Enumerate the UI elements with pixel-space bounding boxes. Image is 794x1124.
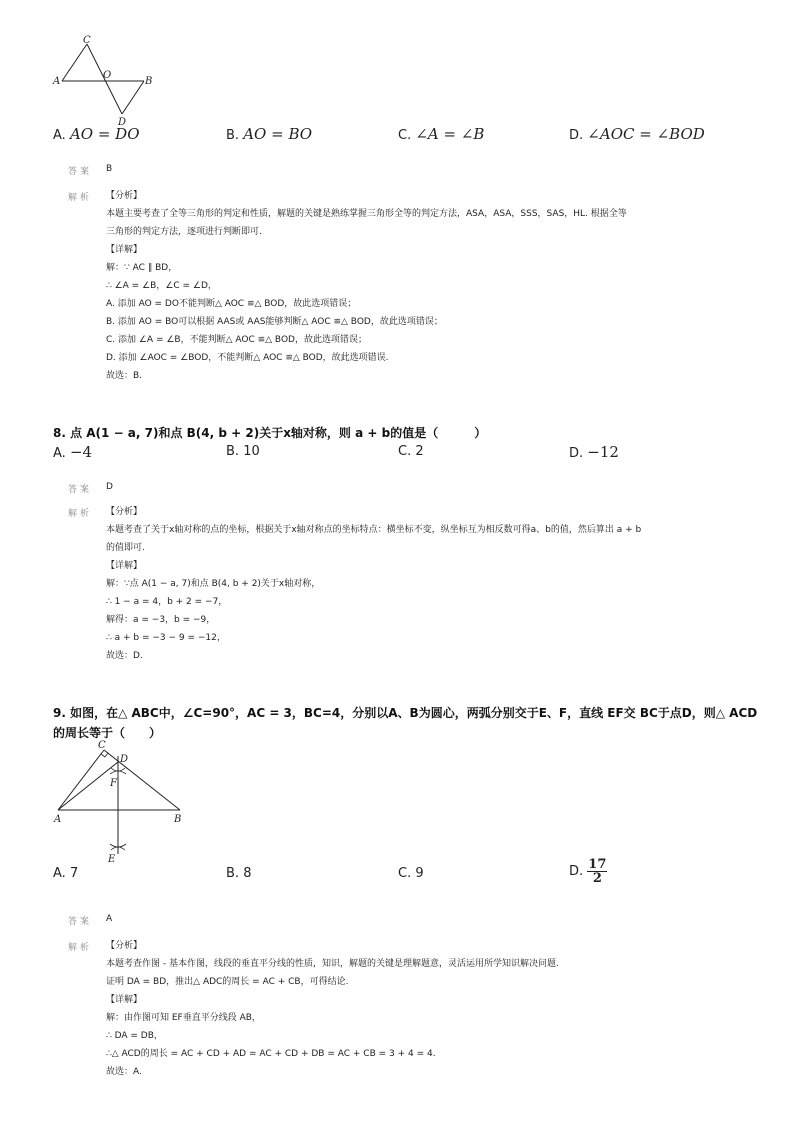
q9-answer-label: 答案: [68, 917, 93, 927]
q7-analysis-line: 解：∵ AC ∥ BD，: [106, 263, 178, 273]
q9-option-c: C. 9: [398, 866, 424, 881]
segment-ac: [58, 750, 104, 810]
q9-option-a: A. 7: [53, 866, 79, 881]
q8-option-d: D. −12: [569, 443, 619, 461]
segment-ac: [62, 44, 87, 81]
q7-option-b: B. AO = BO: [226, 125, 313, 143]
q7-analysis-line: 【分析】: [106, 191, 143, 201]
q8-answer-label: 答案: [68, 485, 93, 495]
fraction-denominator: 2: [592, 871, 602, 886]
right-angle-mark: [101, 753, 108, 757]
q9-option-b: B. 8: [226, 866, 252, 881]
point-label-f: F: [110, 778, 117, 789]
q7-analysis-line: 故选：B.: [106, 371, 143, 381]
q7-analysis-line: B. 添加 AO = BO可以根据 AAS或 AAS能够判断△ AOC ≌△ BOD，故此选项错误；: [106, 317, 443, 327]
point-label-d: D: [120, 754, 129, 765]
segment-bd: [122, 81, 144, 114]
q9-figure: [48, 738, 188, 866]
q9-stem-line1: 9. 如图，在△ ABC中，∠C=90°，AC = 3，BC=4，分别以A、B为圆心，两弧分别交于E、F，直线 EF交 BC于点D，则△ ACD: [53, 706, 758, 720]
q8-option-b: B. 10: [226, 444, 260, 459]
fraction: [587, 858, 607, 885]
q7-answer-label: 答案: [68, 167, 93, 177]
q8-option-c: C. 2: [398, 444, 424, 459]
q8-answer-value: D: [106, 482, 113, 492]
q8-stem: 8. 点 A(1 − a, 7)和点 B(4, b + 2)关于x轴对称，则 a + b的值是（ ）: [53, 426, 487, 440]
q9-analysis-line: ∴△ ACD的周长 = AC + CD + AD = AC + CD + DB = AC + CB = 3 + 4 = 4.: [106, 1049, 436, 1059]
q9-analysis-line: 故选：A.: [106, 1067, 142, 1077]
point-label-a: A: [53, 76, 61, 87]
q8-analysis-line: 解：∵点 A(1 − a, 7)和点 B(4, b + 2)关于x轴对称，: [106, 579, 321, 589]
q7-analysis-line: 【详解】: [106, 245, 143, 255]
q9-stem-line2: 的周长等于（ ）: [53, 726, 162, 740]
q7-analysis-line: 本题主要考查了全等三角形的判定和性质，解题的关键是熟练掌握三角形全等的判定方法，ASA，ASA，SSS，SAS，HL. 根据全等: [106, 209, 627, 219]
q9-analysis-line: 本题考查作图 - 基本作图，线段的垂直平分线的性质，知识，解题的关键是理解题意，灵活运用所学知识解决问题.: [106, 959, 559, 969]
point-label-o: O: [103, 70, 112, 81]
q9-option-d: D. $\frac{17}{2}$: [569, 857, 607, 886]
q7-option-d: D. ∠AOC = ∠BOD: [569, 125, 705, 143]
q7-analysis-label: 解析: [68, 193, 93, 203]
q9-analysis-label: 解析: [68, 943, 93, 953]
q7-analysis-line: A. 添加 AO = DO不能判断△ AOC ≌△ BOD，故此选项错误；: [106, 299, 357, 309]
q7-figure: [50, 34, 160, 126]
point-label-b: B: [145, 76, 153, 87]
q9-analysis-line: 解：由作图可知 EF垂直平分线段 AB，: [106, 1013, 261, 1023]
point-label-c: C: [98, 740, 106, 751]
q9-analysis-line: 【分析】: [106, 941, 143, 951]
q7-answer-value: B: [106, 164, 113, 174]
q9-analysis-line: 【详解】: [106, 995, 143, 1005]
q8-analysis-line: 本题考查了关于x轴对称的点的坐标，根据关于x轴对称点的坐标特点：横坐标不变，纵坐标互为相反数可得a、b的值，然后算出 a + b: [106, 525, 642, 535]
q9-analysis-line: 证明 DA = BD，推出△ ADC的周长 = AC + CB，可得结论.: [106, 977, 349, 987]
point-label-d: D: [118, 117, 127, 126]
q7-analysis-line: 三角形的判定方法，逐项进行判断即可.: [106, 227, 262, 237]
point-label-e: E: [108, 854, 116, 865]
q8-analysis-line: 故选：D.: [106, 651, 143, 661]
q7-option-c: C. ∠A = ∠B: [398, 125, 485, 143]
point-label-b: B: [174, 814, 182, 825]
q7-analysis-line: D. 添加 ∠AOC = ∠BOD，不能判断△ AOC ≌△ BOD，故此选项错误.: [106, 353, 389, 363]
q8-analysis-line: 的值即可.: [106, 543, 145, 553]
q7-option-a: A. AO = DO: [53, 125, 140, 143]
q8-analysis-line: 【分析】: [106, 507, 143, 517]
q8-analysis-line: 解得：a = −3，b = −9，: [106, 615, 216, 625]
point-label-c: C: [83, 35, 91, 46]
segment-ad: [58, 762, 118, 810]
q8-analysis-line: 【详解】: [106, 561, 143, 571]
q8-analysis-line: ∴ 1 − a = 4，b + 2 = −7，: [106, 597, 228, 607]
q7-analysis-line: C. 添加 ∠A = ∠B，不能判断△ AOC ≌△ BOD，故此选项错误；: [106, 335, 367, 345]
q8-analysis-label: 解析: [68, 509, 93, 519]
fraction-numerator: 17: [588, 857, 607, 872]
q9-analysis-line: ∴ DA = DB，: [106, 1031, 163, 1041]
q8-analysis-line: ∴ a + b = −3 − 9 = −12，: [106, 633, 226, 643]
q9-answer-value: A: [106, 914, 113, 924]
point-label-a: A: [54, 814, 62, 825]
q8-option-a: A. −4: [53, 443, 93, 461]
q7-analysis-line: ∴ ∠A = ∠B，∠C = ∠D，: [106, 281, 217, 291]
